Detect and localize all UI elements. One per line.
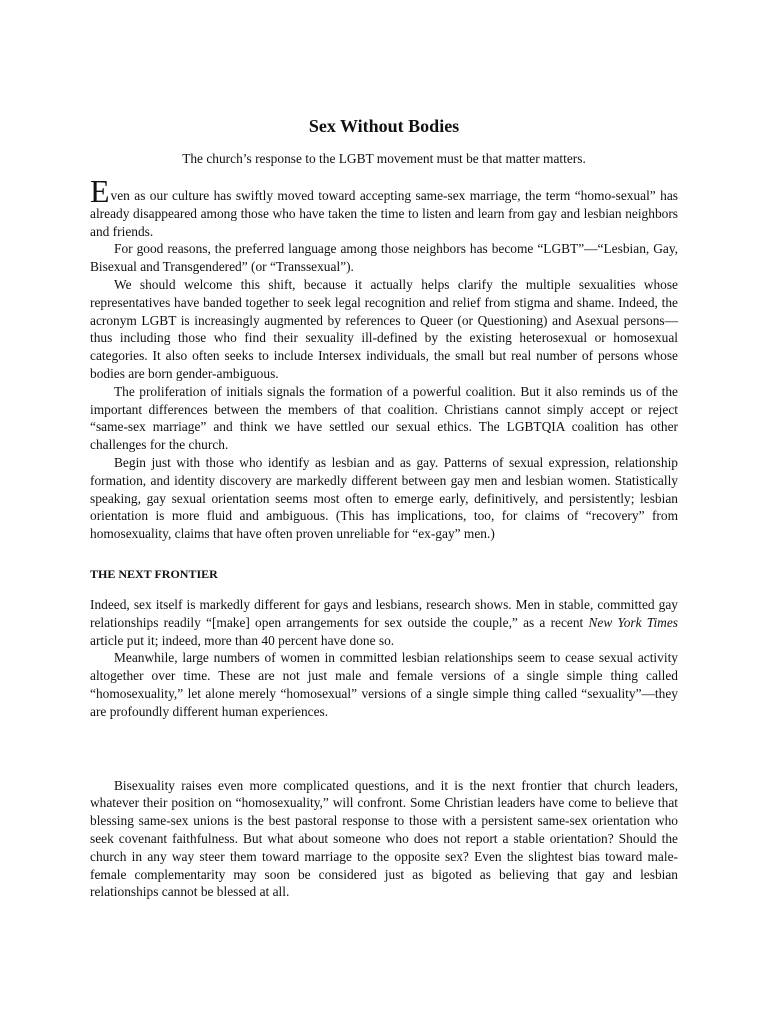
- drop-cap: E: [90, 173, 110, 209]
- paragraph-1-text: ven as our culture has swiftly moved toward accepting same-sex marriage, the term “homo-sexual” has already disappeared among those who have taken the time to listen and learn from gay and lesbian neighbors and friends.: [90, 188, 678, 239]
- paragraph-7: Meanwhile, large numbers of women in committed lesbian relationships seem to cease sexual activity altogether over time. These are not just male and female versions of a single simple thing called “homosexuality,” let alone merely “homosexual” versions of a single simple thing called “sexuality”—they are profoundly different human experiences.: [90, 650, 678, 719]
- paragraph-1: [90, 173, 678, 240]
- publication-name: New York Times: [588, 614, 679, 630]
- paragraph-2: For good reasons, the preferred language among those neighbors has become “LGBT”—“Lesbian, Gay, Bisexual and Transgendered” (or “Transsexual”).: [90, 241, 678, 275]
- article-page: [90, 116, 678, 901]
- paragraph-6: [90, 596, 678, 649]
- section-body: [90, 596, 678, 901]
- paragraph-gap: [90, 721, 678, 777]
- paragraph-8: Bisexuality raises even more complicated questions, and it is the next frontier that church leaders, whatever their position on “homosexuality,” will confront. Some Christian leaders have come to believe that blessing same-sex unions is the best pastoral response to those with a persistent same-sex orientation who seek covenant faithfulness. But what about someone who does not report a stable orientation? Should the church in any way steer them toward marriage to the opposite sex? Even the slightest bias toward male-female complementarity may soon be considered just as bigoted as believing that gay and lesbian relationships cannot be blessed at all.: [90, 777, 678, 900]
- article-title: Sex Without Bodies: [308, 116, 460, 136]
- paragraph-5: Begin just with those who identify as lesbian and as gay. Patterns of sexual expression, relationship formation, and identity discovery are markedly different between gay men and lesbian women. Statistically speaking, gay sexual orientation seems most often to emerge early, definitively, and persistently; lesbian orientation is more fluid and ambiguous. (This has implications, too, for claims of “recovery” from homosexuality, claims that have often proven unreliable for “ex-gay” men.): [90, 454, 678, 542]
- paragraph-3: We should welcome this shift, because it actually helps clarify the multiple sexualities whose representatives have banded together to seek legal recognition and relief from stigma and shame. Indeed, the acronym LGBT is increasingly augmented by references to Queer (or Questioning) and Asexual persons—thus including those who find their sexuality ill-defined by the existing heterosexual or homosexual categories. It also often seeks to include Intersex individuals, the small but real number of persons whose bodies are born gender-ambiguous.: [90, 276, 678, 381]
- paragraph-6-text-b: article put it; indeed, more than 40 percent have done so.: [90, 632, 395, 648]
- article-subtitle: The church’s response to the LGBT movement must be that matter matters.: [182, 151, 586, 166]
- article-body: [90, 173, 678, 543]
- paragraph-6-text-a: Indeed, sex itself is markedly different for gays and lesbians, research shows. Men in stable, committed gay relationships readily “[make] open arrangements for sex outside the couple,” as a recent: [90, 596, 678, 630]
- section-heading: THE NEXT FRONTIER: [90, 566, 218, 581]
- paragraph-4: The proliferation of initials signals the formation of a powerful coalition. But it also reminds us of the important differences between the members of that coalition. Christians cannot simply accept or reject “same-sex marriage” and think we have settled our sexual ethics. The LGBTQIA coalition has other challenges for the church.: [90, 383, 678, 453]
